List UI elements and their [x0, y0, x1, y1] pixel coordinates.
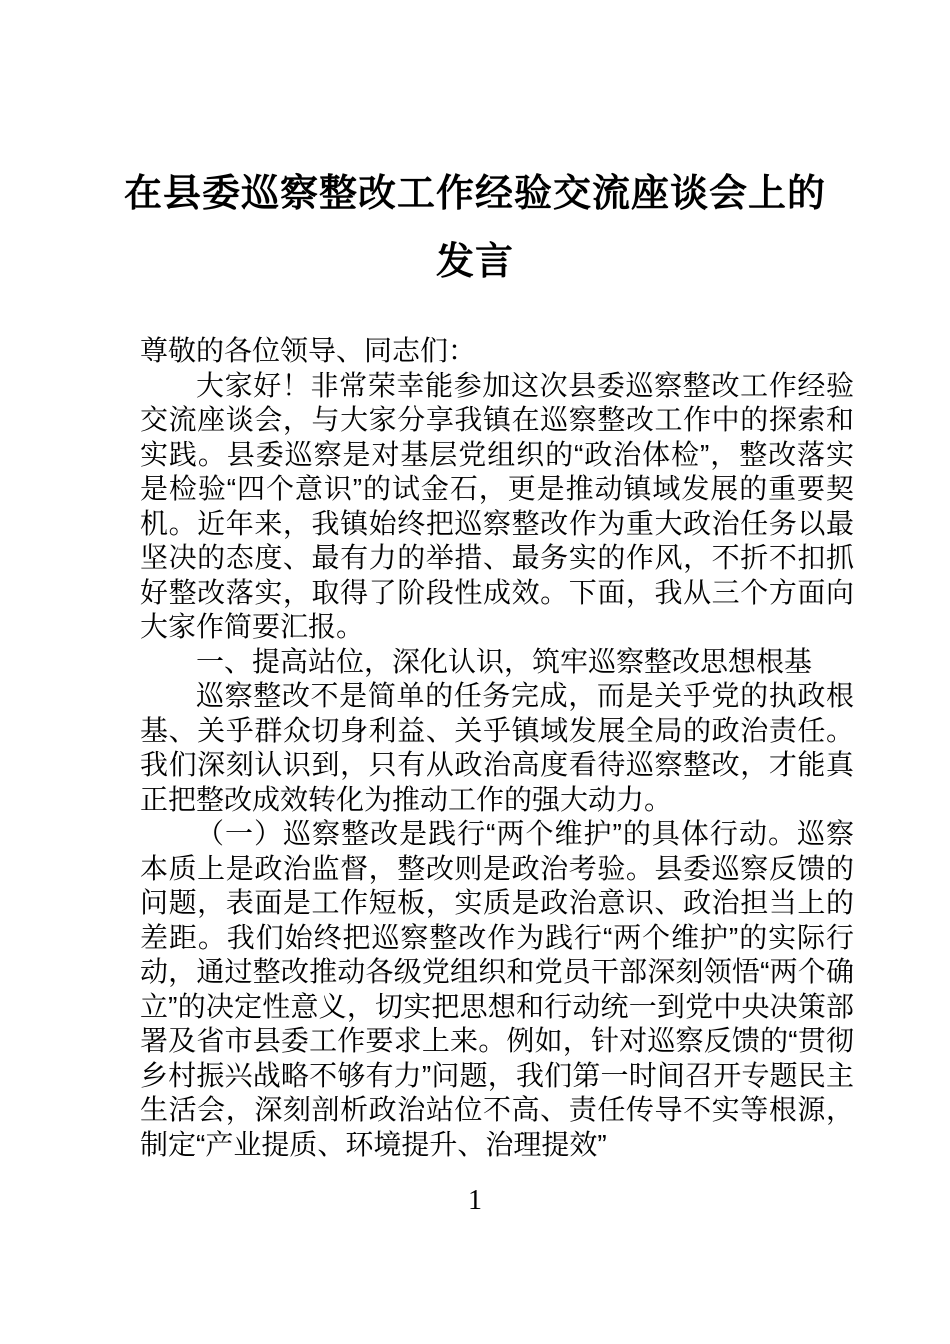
paragraph-section-1-intro: 巡察整改不是简单的任务完成，而是关乎党的执政根基、关乎群众切身利益、关乎镇域发展全局的政治责任。我们深刻认识到，只有从政治高度看待巡察整改，才能真正把整改成效转化为推动工作的强大动力。 — [140, 680, 854, 815]
paragraph-subsection-1-1: （一）巡察整改是践行“两个维护”的具体行动。巡察本质上是政治监督，整改则是政治考验。县委巡察反馈的问题，表面是工作短板，实质是政治意识、政治担当上的差距。我们始终把巡察整改作为践行“两个维护”的实际行动，通过整改推动各级党组织和党员干部深刻领悟“两个确立”的决定性意义，切实把思想和行动统一到党中央决策部署及省市县委工作要求上来。例如，针对巡察反馈的“贯彻乡村振兴战略不够有力”问题，我们第一时间召开专题民主生活会，深刻剖析政治站位不高、责任传导不实等根源，制定“产业提质、环境提升、治理提效” — [140, 818, 854, 1160]
document-body — [140, 334, 854, 1162]
document-title-line-1: 在县委巡察整改工作经验交流座谈会上的 — [123, 173, 826, 215]
salutation: 尊敬的各位领导、同志们： — [140, 335, 477, 366]
paragraph-opening: 大家好！非常荣幸能参加这次县委巡察整改工作经验交流座谈会，与大家分享我镇在巡察整改工作中的探索和实践。县委巡察是对基层党组织的“政治体检”，整改落实是检验“四个意识”的试金石，更是推动镇域发展的重要契机。近年来，我镇始终把巡察整改作为重大政治任务以最坚决的态度、最有力的举措、最务实的作风，不折不扣抓好整改落实，取得了阶段性成效。下面，我从三个方面向大家作简要汇报。 — [140, 369, 854, 642]
document-title — [0, 0, 950, 296]
page-number: 1 — [468, 1185, 482, 1216]
document-title-line-2: 发言 — [435, 241, 514, 283]
section-heading-1: 一、提高站位，深化认识，筑牢巡察整改思想根基 — [196, 645, 813, 677]
